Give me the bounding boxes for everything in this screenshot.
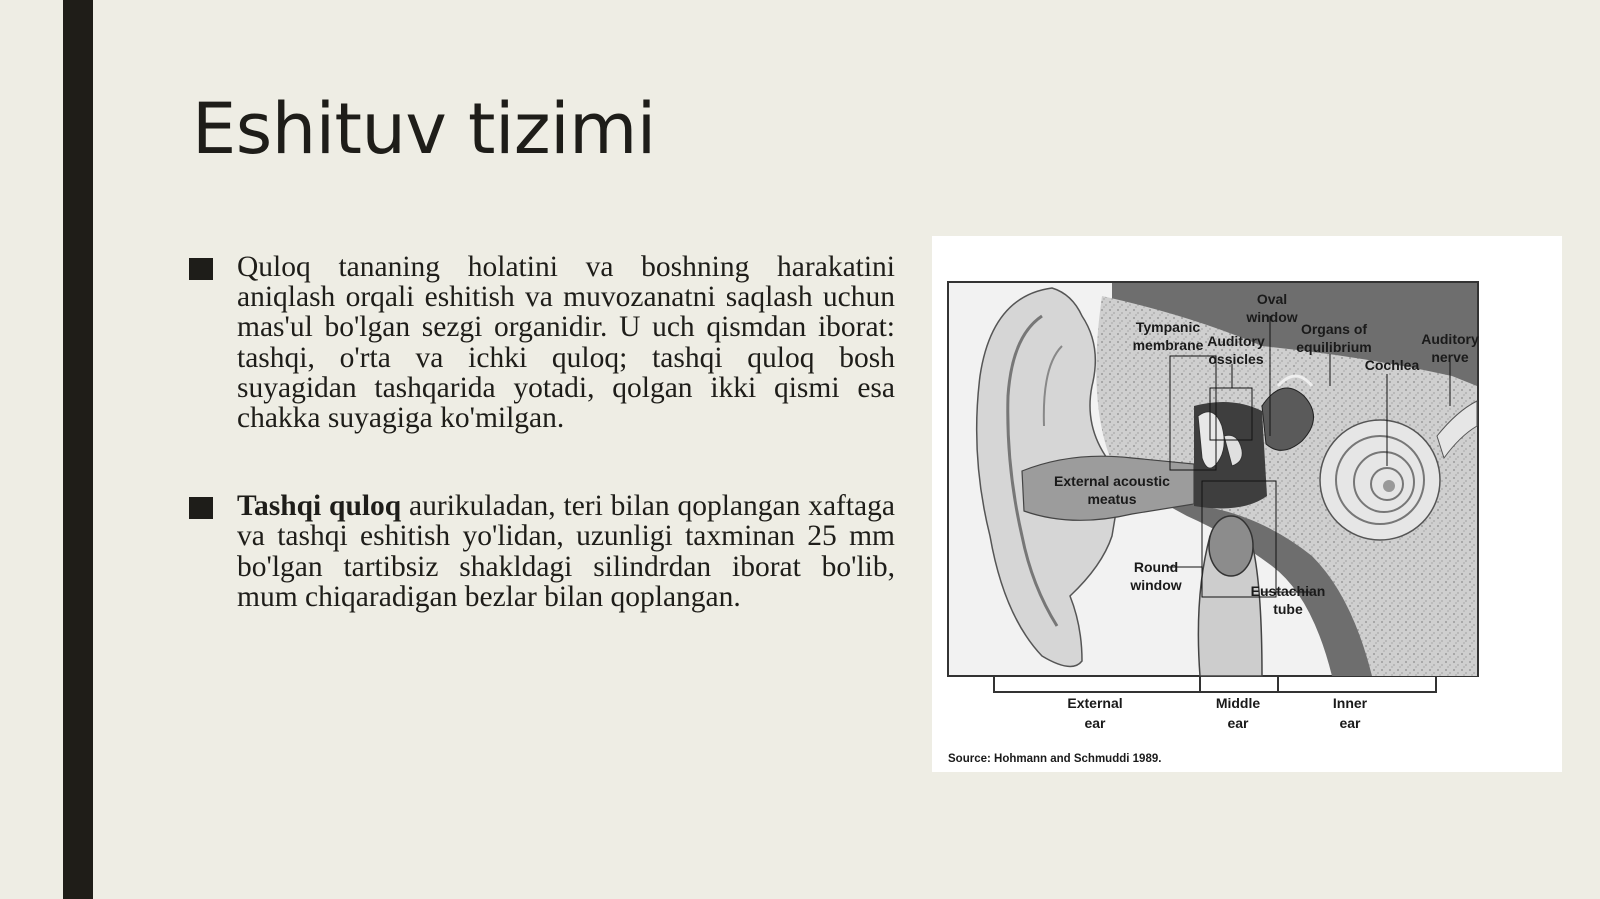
label-tympanic-membrane: Tympanic membrane <box>1132 319 1204 353</box>
label-auditory-nerve: Auditory nerve <box>1421 331 1479 365</box>
label-organs-of-equilibrium: Organs of equilibrium <box>1296 321 1372 355</box>
label-auditory-ossicles: Auditory ossicles <box>1207 333 1265 367</box>
section-bracket <box>994 676 1436 692</box>
ear-anatomy-figure <box>932 236 1562 772</box>
label-oval-window: Oval window <box>1246 291 1298 325</box>
bullet-text: aurikuladan, teri bilan qoplangan xaftaga va tashqi eshitish yo'lidan, uzunligi taxminan 25 mm bo'lgan tartibsiz shakldagi silindrdan iborat bo'lib, mum chiqaradigan bezlar bilan qoplangan. <box>237 490 895 613</box>
square-bullet-icon <box>189 258 213 280</box>
section-label-middle-ear: Middle ear <box>1215 695 1261 731</box>
section-label-inner-ear: Inner ear <box>1332 695 1368 731</box>
bullet-item-2 <box>188 491 895 612</box>
bullet-text: Quloq tananing holatini va boshning harakatini aniqlash orqali eshitish va muvozanatni saqlash uchun mas'ul bo'lgan sezgi organidir. U uch qismdan iborat: tashqi, o'rta va ichki quloq; tashqi quloq bosh suyagidan tashqarida yotadi, qolgan ikki qismi esa chakka suyagiga ko'milgan. <box>237 251 895 435</box>
label-eustachian-tube: Eustachian tube <box>1250 583 1326 617</box>
bullet-list <box>188 252 895 612</box>
section-labels <box>1067 695 1367 731</box>
bullet-item-1 <box>188 252 895 433</box>
cochlea-spiral <box>1320 420 1440 540</box>
square-bullet-icon <box>189 497 213 519</box>
ear-diagram <box>932 236 1562 772</box>
left-accent-bar <box>63 0 93 899</box>
label-external-acoustic-meatus: External acoustic meatus <box>1054 473 1170 507</box>
figure-source-caption: Source: Hohmann and Schmuddi 1989. <box>948 753 1162 765</box>
bullet-bold-term: Tashqi quloq <box>237 490 402 523</box>
slide-title: Eshituv tizimi <box>192 88 656 170</box>
section-label-external-ear: External ear <box>1067 695 1123 731</box>
label-cochlea: Cochlea <box>1364 357 1420 373</box>
label-round-window: Round window <box>1130 559 1182 593</box>
